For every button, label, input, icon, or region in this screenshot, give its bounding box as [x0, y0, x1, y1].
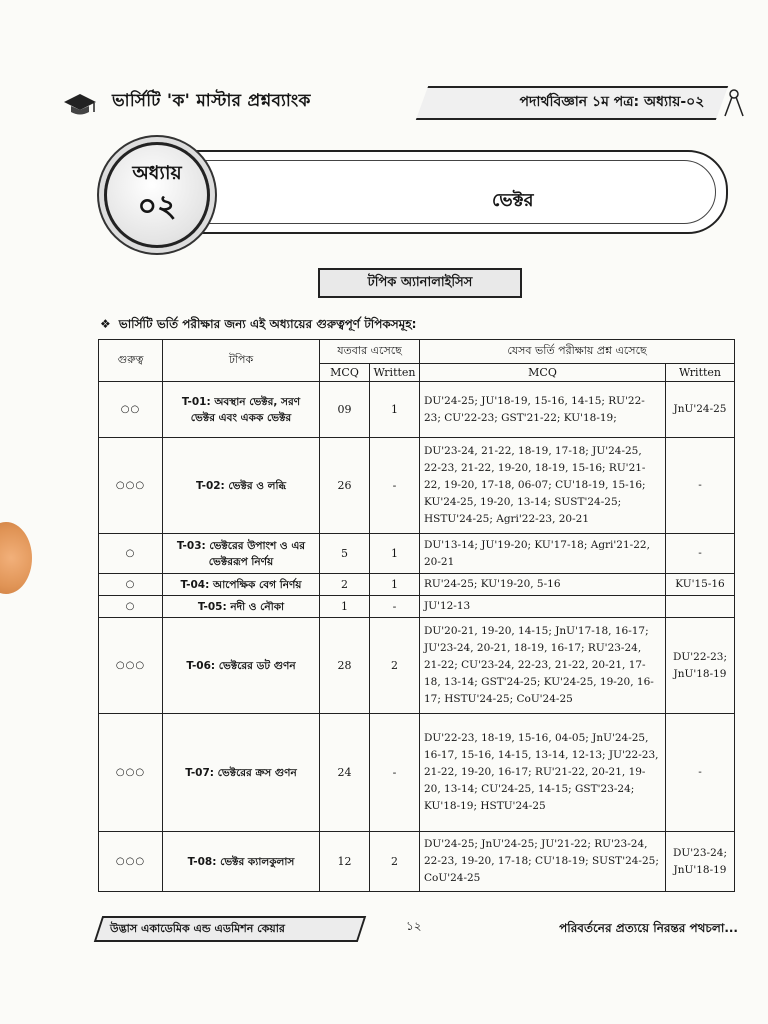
page-header — [56, 86, 746, 126]
written-count: 1 — [370, 382, 420, 438]
header-exam-mcq: MCQ — [420, 364, 666, 382]
chapter-title: ভেক্টর — [492, 190, 534, 211]
publisher-logo-text: উদ্ভাস একাডেমিক এন্ড এডমিশন কেয়ার — [110, 922, 285, 935]
page-footer — [98, 914, 738, 944]
mcq-count: 12 — [320, 832, 370, 892]
topic-table — [98, 339, 735, 892]
mcq-count: 09 — [320, 382, 370, 438]
mcq-exams: DU'23-24, 21-22, 18-19, 17-18; JU'24-25, 22-23, 21-22, 19-20, 18-19, 15-16; RU'21-22, 19-20, 17-18, 06-07; CU'18-19, 15-16; KU'24-25, 19-20, 13-14; SUST'24-25; HSTU'24-25; Agri'22-23, 20-21 — [420, 438, 666, 534]
written-exams: JnU'24-25 — [666, 382, 735, 438]
chapter-title-band — [150, 150, 728, 234]
importance-rating: ○ — [99, 534, 163, 574]
importance-rating: ○ — [99, 596, 163, 618]
section-heading-text: ভার্সিটি ভর্তি পরীক্ষার জন্য এই অধ্যায়ের গুরুত্বপূর্ণ টপিকসমূহ: — [118, 317, 417, 331]
table-row — [99, 596, 735, 618]
mcq-count: 28 — [320, 618, 370, 714]
topic-name: T-05: নদী ও নৌকা — [163, 596, 320, 618]
header-exam-written: Written — [666, 364, 735, 382]
written-exams: DU'23-24; JnU'18-19 — [666, 832, 735, 892]
table-row — [99, 714, 735, 832]
importance-rating: ○○○ — [99, 714, 163, 832]
header-mcq-count: MCQ — [320, 364, 370, 382]
mcq-exams: DU'13-14; JU'19-20; KU'17-18; Agri'21-22, 20-21 — [420, 534, 666, 574]
topic-name: T-06: ভেক্টরের ডট গুণন — [163, 618, 320, 714]
mcq-exams: DU'22-23, 18-19, 15-16, 04-05; JnU'24-25, 16-17, 15-16, 14-15, 13-14, 12-13; JU'22-23, 21-22, 19-20, 16-17; RU'21-22, 20-21, 19-20, 13-14; CU'24-25, 14-15; GST'23-24; KU'18-19; HSTU'24-25 — [420, 714, 666, 832]
table-row — [99, 382, 735, 438]
importance-rating: ○○○ — [99, 438, 163, 534]
written-exams: DU'22-23; JnU'18-19 — [666, 618, 735, 714]
graduation-cap-icon — [62, 92, 98, 116]
finger-blur — [0, 522, 32, 594]
importance-rating: ○ — [99, 574, 163, 596]
diamond-bullet-icon: ❖ — [100, 317, 111, 331]
importance-rating: ○○○ — [99, 832, 163, 892]
topic-name: T-03: ভেক্টরের উপাংশ ও এর ভেক্টররূপ নির্ণয় — [163, 534, 320, 574]
topic-name: T-01: অবস্থান ভেক্টর, সরণ ভেক্টর এবং একক ভেক্টর — [163, 382, 320, 438]
compass-icon — [722, 88, 746, 118]
written-count: 2 — [370, 618, 420, 714]
written-exams: - — [666, 438, 735, 534]
written-count: - — [370, 714, 420, 832]
chapter-ribbon — [416, 86, 728, 120]
table-row — [99, 534, 735, 574]
book-title: ভার্সিটি 'ক' মাস্টার প্রশ্নব্যাংক — [112, 91, 311, 111]
page-number: ১২ — [406, 919, 422, 933]
written-count: 1 — [370, 534, 420, 574]
table-row — [99, 832, 735, 892]
mcq-exams: RU'24-25; KU'19-20, 5-16 — [420, 574, 666, 596]
written-exams: - — [666, 714, 735, 832]
importance-rating: ○○ — [99, 382, 163, 438]
mcq-count: 2 — [320, 574, 370, 596]
written-exams: KU'15-16 — [666, 574, 735, 596]
footer-slogan: পরিবর্তনের প্রত্যয়ে নিরন্তর পথচলা... — [559, 921, 738, 935]
table-row — [99, 618, 735, 714]
mcq-exams: DU'24-25; JU'18-19, 15-16, 14-15; RU'22-23; CU'22-23; GST'21-22; KU'18-19; — [420, 382, 666, 438]
mcq-count: 1 — [320, 596, 370, 618]
written-exams — [666, 596, 735, 618]
topic-name: T-07: ভেক্টরের ক্রস গুণন — [163, 714, 320, 832]
mcq-exams: JU'12-13 — [420, 596, 666, 618]
importance-rating: ○○○ — [99, 618, 163, 714]
topic-name: T-04: আপেক্ষিক বেগ নির্ণয় — [163, 574, 320, 596]
written-count: 1 — [370, 574, 420, 596]
table-row — [99, 574, 735, 596]
chapter-word: অধ্যায় — [132, 162, 182, 184]
mcq-count: 5 — [320, 534, 370, 574]
chapter-ribbon-label: পদার্থবিজ্ঞান ১ম পত্র: অধ্যায়-০২ — [519, 94, 705, 110]
mcq-exams: DU'20-21, 19-20, 14-15; JnU'17-18, 16-17; JU'23-24, 20-21, 18-19, 16-17; RU'23-24, 21-22; CU'23-24, 22-23, 21-22, 20-21, 17-18, 13-14; GST'24-25; KU'24-25, 19-20, 16-17; HSTU'24-25; CoU'24-25 — [420, 618, 666, 714]
written-count: - — [370, 438, 420, 534]
header-exams: যেসব ভর্তি পরীক্ষায় প্রশ্ন এসেছে — [420, 340, 735, 364]
publisher-logo — [94, 916, 366, 942]
chapter-banner — [100, 138, 730, 248]
written-exams: - — [666, 534, 735, 574]
written-count: 2 — [370, 832, 420, 892]
written-count: - — [370, 596, 420, 618]
chapter-number: ০২ — [137, 189, 177, 224]
header-written-count: Written — [370, 364, 420, 382]
header-topic: টপিক — [163, 340, 320, 382]
topic-name: T-02: ভেক্টর ও লব্ধি — [163, 438, 320, 534]
chapter-badge — [104, 142, 210, 248]
section-heading — [100, 316, 416, 336]
topic-analysis-banner: টপিক অ্যানালাইসিস — [318, 268, 522, 298]
mcq-exams: DU'24-25; JnU'24-25; JU'21-22; RU'23-24, 22-23, 19-20, 17-18; CU'18-19; SUST'24-25; CoU'24-25 — [420, 832, 666, 892]
header-importance: গুরুত্ব — [99, 340, 163, 382]
header-times: যতবার এসেছে — [320, 340, 420, 364]
table-row — [99, 438, 735, 534]
mcq-count: 24 — [320, 714, 370, 832]
topic-name: T-08: ভেক্টর ক্যালকুলাস — [163, 832, 320, 892]
mcq-count: 26 — [320, 438, 370, 534]
